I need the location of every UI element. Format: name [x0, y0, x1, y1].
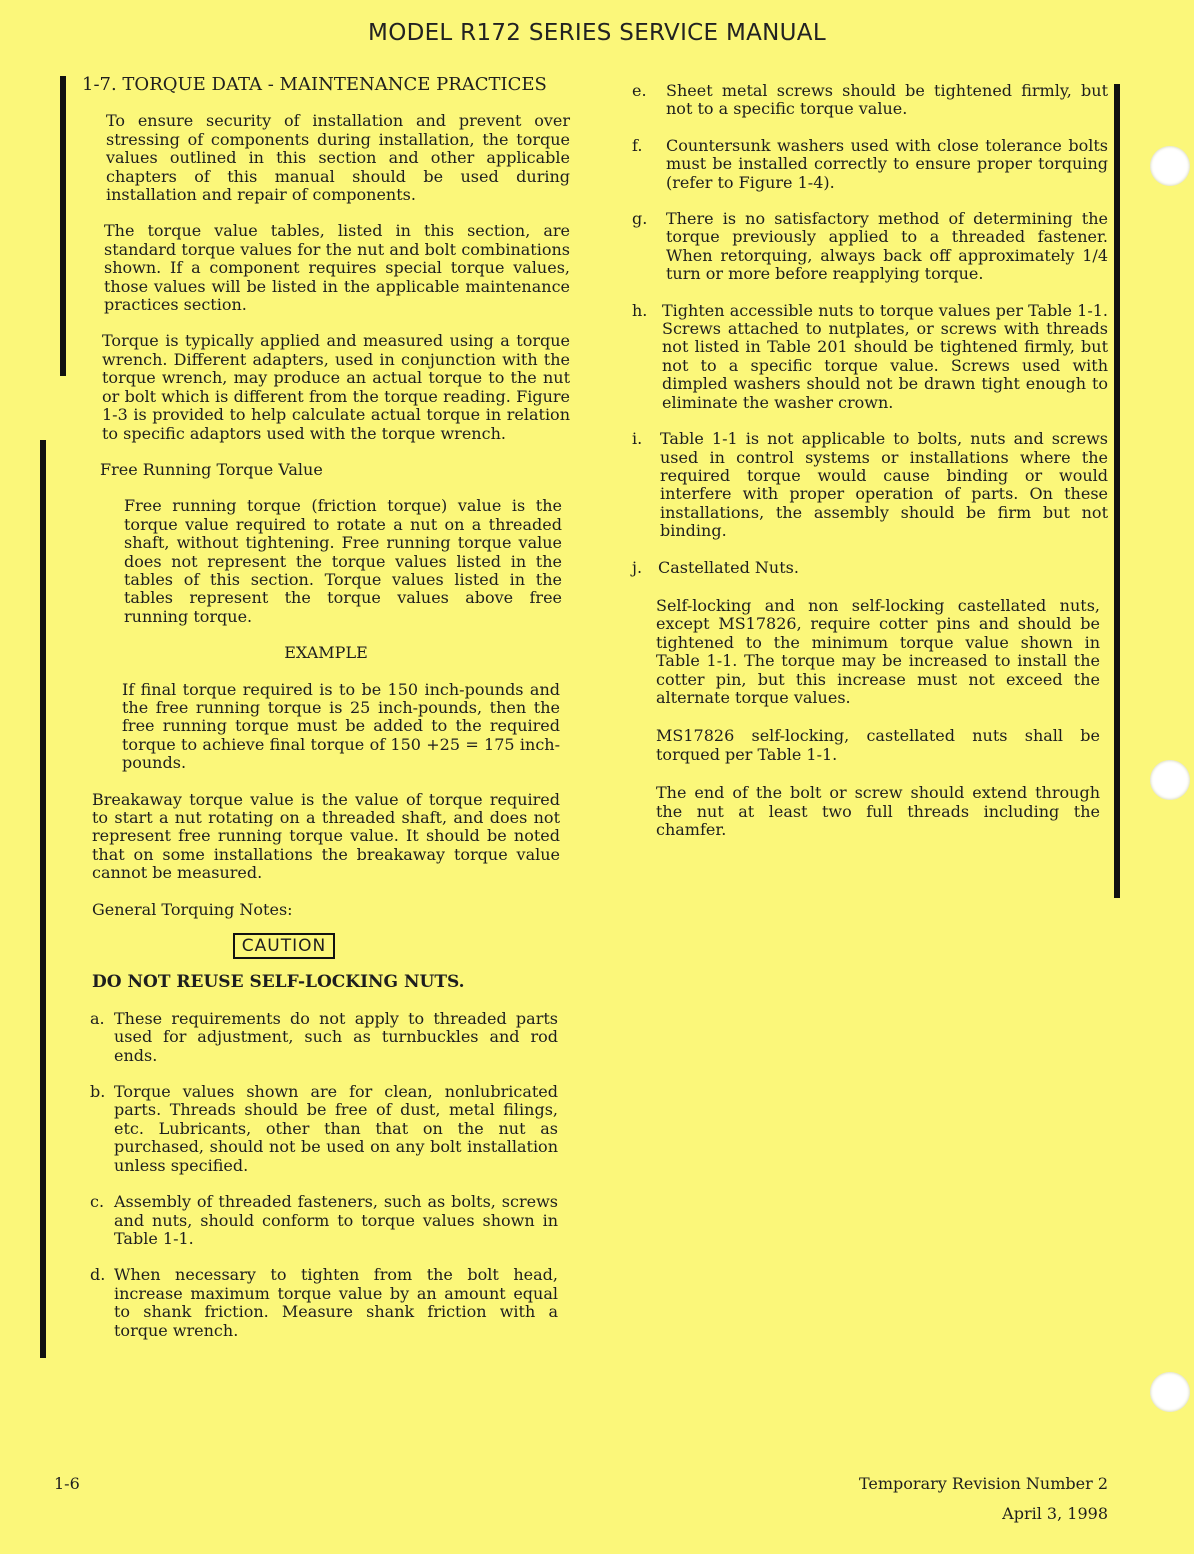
- item-text: Countersunk washers used with close tolerance bolts must be installed correctly to ensure proper torquing (refer to Figure 1-4).: [666, 135, 1108, 192]
- item-letter: c.: [90, 1192, 105, 1212]
- item-text: Assembly of threaded fasteners, such as bolts, screws and nuts, should conform to torque values shown in Table 1-1.: [114, 1192, 558, 1248]
- list-item: [632, 137, 1108, 192]
- binder-hole-bottom: [1150, 1372, 1190, 1412]
- breakaway-paragraph: Breakaway torque value is the value of torque required to start a nut rotating on a threaded shaft, and does not represent free running torque value. It should be noted that on some installations the breakaway torque value cannot be measured.: [92, 789, 560, 883]
- item-letter: e.: [632, 81, 647, 100]
- caution-box-wrap: [82, 933, 570, 959]
- tables-paragraph: The torque value tables, listed in this section, are standard torque values for the nut and bolt combinations shown. If a component requires special torque values, those values will be listed in the applicable maintenance practices section.: [104, 221, 570, 315]
- list-item: [90, 1083, 558, 1175]
- torque-wrench-paragraph: Torque is typically applied and measured using a torque wrench. Different adapters, used in conjunction with the torque wrench, may produce an actual torque to the nut or bolt which is different from the torque reading. Figure 1-3 is provided to help calculate actual torque in relation to specific adaptors used with the torque wrench.: [102, 331, 570, 443]
- item-text: Tighten accessible nuts to torque values per Table 1-1. Screws attached to nutplates, or screws with threads not listed in Table 201 should be tightened firmly, but not to a specific torque value. Screws used with dimpled washers should not be drawn tight enough to eliminate the washer crown.: [662, 300, 1108, 412]
- item-text: Sheet metal screws should be tightened firmly, but not to a specific torque value.: [666, 81, 1108, 119]
- free-running-paragraph: Free running torque (friction torque) value is the torque value required to rotate a nut on a threaded shaft, without tightening. Free running torque value does not represent the torque values listed in the tables of this section. Torque values listed in the tables represent the torque values above free running torque.: [124, 496, 562, 626]
- intro-paragraph: To ensure security of installation and prevent over stressing of components during installation, the torque values outlined in this section and other applicable chapters of this manual should be used during installation and repair of components.: [106, 111, 570, 205]
- free-running-heading: Free Running Torque Value: [100, 459, 323, 479]
- example-heading: EXAMPLE: [284, 643, 368, 663]
- example-paragraph: If final torque required is to be 150 inch-pounds and the free running torque is 25 inch-pounds, then the free running torque must be added to the required torque to achieve final torque of 150 +25 = 175 inch-pounds.: [122, 679, 560, 773]
- castellated-paragraph-3: The end of the bolt or screw should extend through the nut at least two full threads including the chamfer.: [656, 783, 1100, 839]
- list-item: [90, 1266, 558, 1340]
- right-column: [632, 82, 1108, 839]
- item-letter: g.: [632, 209, 648, 229]
- revision-bar-left-bottom: [40, 440, 46, 1358]
- item-letter: d.: [90, 1265, 106, 1285]
- item-text: Castellated Nuts.: [658, 557, 799, 577]
- item-letter: b.: [90, 1082, 106, 1102]
- revision-label: Temporary Revision Number 2: [858, 1474, 1108, 1493]
- item-letter: f.: [632, 135, 643, 155]
- list-item: [632, 210, 1108, 284]
- caution-text: DO NOT REUSE SELF-LOCKING NUTS.: [92, 972, 465, 993]
- item-text: When necessary to tighten from the bolt head, increase maximum torque value by an amount equal to shank friction. Measure shank friction with a torque wrench.: [114, 1265, 558, 1340]
- list-item: [632, 82, 1108, 119]
- binder-hole-top: [1150, 146, 1190, 186]
- item-letter: i.: [632, 429, 643, 449]
- section-heading: 1-7. TORQUE DATA - MAINTENANCE PRACTICES: [82, 74, 547, 95]
- item-text: Table 1-1 is not applicable to bolts, nuts and screws used in control systems or installations where the required torque would cause binding or would interfere with proper operation of parts. On these installations, the assembly should be firm but not binding.: [660, 429, 1108, 541]
- list-item: [90, 1010, 558, 1065]
- item-text: These requirements do not apply to threaded parts used for adjustment, such as turnbuckles and rod ends.: [114, 1008, 558, 1065]
- list-item: [632, 430, 1108, 540]
- revision-date: April 3, 1998: [1002, 1504, 1108, 1523]
- list-item: [632, 559, 1108, 577]
- left-items-list: [90, 1010, 558, 1340]
- caution-label: CAUTION: [233, 933, 335, 959]
- left-column: [82, 76, 570, 1340]
- item-letter: h.: [632, 300, 648, 320]
- revision-bar-right: [1114, 84, 1120, 898]
- revision-bar-left-top: [60, 76, 66, 376]
- item-text: Torque values shown are for clean, nonlubricated parts. Threads should be free of dust, metal filings, etc. Lubricants, other than that on the nut as purchased, should not be used on any bolt installation unless specified.: [114, 1082, 558, 1175]
- list-item: [632, 302, 1108, 412]
- castellated-paragraph-1: Self-locking and non self-locking castellated nuts, except MS17826, require cotter pins and should be tightened to the minimum torque value shown in Table 1-1. The torque may be increased to install the cotter pin, but this increase must not exceed the alternate torque values.: [656, 595, 1100, 707]
- binder-hole-middle: [1150, 760, 1190, 800]
- list-item: [90, 1193, 558, 1248]
- castellated-paragraph-2: MS17826 self-locking, castellated nuts shall be torqued per Table 1-1.: [656, 726, 1100, 764]
- page-number: 1-6: [54, 1474, 80, 1493]
- page-title: MODEL R172 SERIES SERVICE MANUAL: [368, 20, 826, 46]
- general-notes-heading: General Torquing Notes:: [92, 899, 293, 919]
- item-letter: j.: [632, 557, 643, 577]
- item-letter: a.: [90, 1008, 105, 1028]
- item-text: There is no satisfactory method of determining the torque previously applied to a threaded fastener. When retorquing, always back off approximately 1/4 turn or more before reapplying torque.: [666, 209, 1108, 284]
